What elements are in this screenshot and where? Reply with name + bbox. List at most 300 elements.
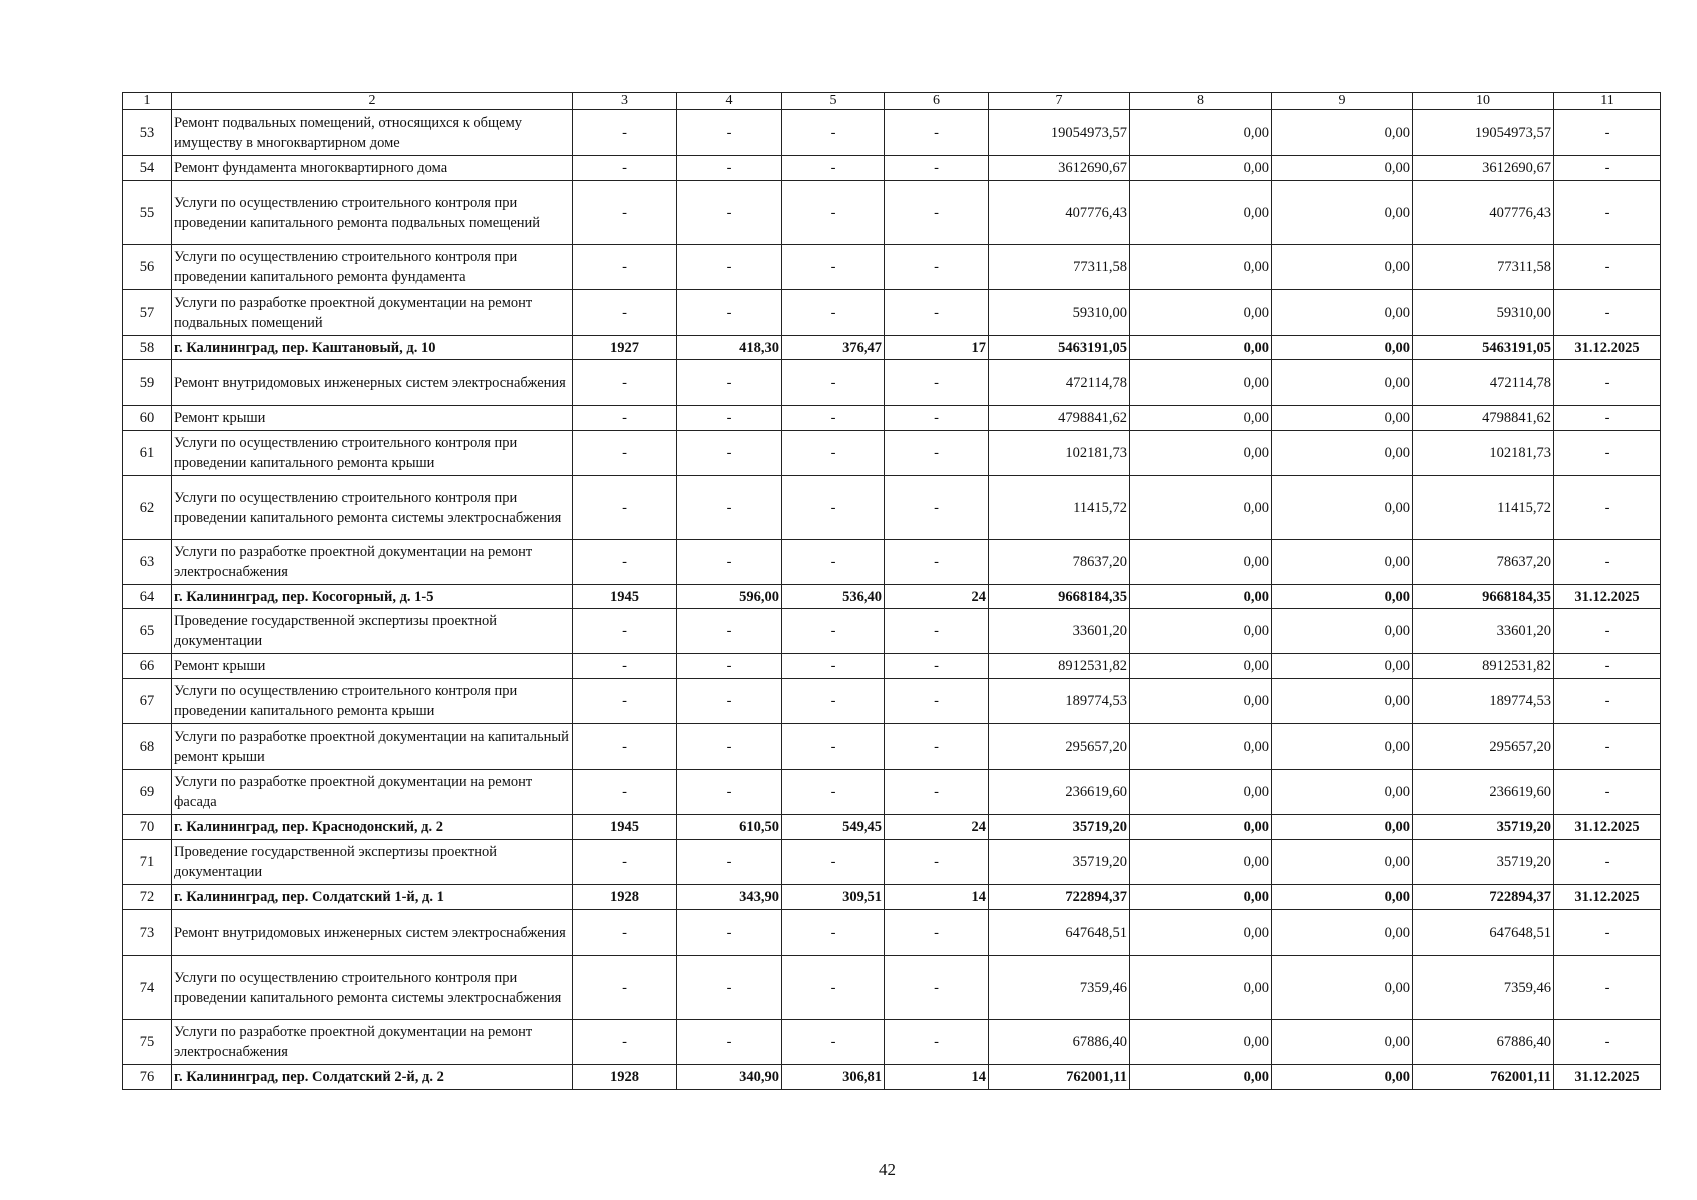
row-col-6: - (885, 679, 989, 724)
row-description: Ремонт крыши (172, 406, 573, 431)
row-col-3: - (573, 110, 677, 156)
row-col-10: 102181,73 (1413, 431, 1554, 476)
row-number: 73 (123, 910, 172, 956)
row-col-4: - (677, 431, 782, 476)
row-col-8: 0,00 (1130, 815, 1272, 840)
table-row (123, 1020, 1661, 1065)
row-col-9: 0,00 (1272, 956, 1413, 1020)
row-description: Услуги по разработке проектной документации на ремонт электроснабжения (172, 1020, 573, 1065)
row-description: Проведение государственной экспертизы проектной документации (172, 609, 573, 654)
row-col-8: 0,00 (1130, 156, 1272, 181)
table-row (123, 336, 1661, 360)
row-col-4: - (677, 956, 782, 1020)
row-col-4: - (677, 156, 782, 181)
row-description: Ремонт фундамента многоквартирного дома (172, 156, 573, 181)
capital-repair-table (122, 92, 1661, 1090)
row-col-8: 0,00 (1130, 406, 1272, 431)
row-description: Услуги по осуществлению строительного контроля при проведении капитального ремонта системы электроснабжения (172, 956, 573, 1020)
row-col-7: 78637,20 (989, 540, 1130, 585)
row-col-3: 1928 (573, 885, 677, 910)
row-col-10: 407776,43 (1413, 181, 1554, 245)
row-col-10: 762001,11 (1413, 1065, 1554, 1090)
row-number: 71 (123, 840, 172, 885)
row-col-5: 306,81 (782, 1065, 885, 1090)
row-col-4: 418,30 (677, 336, 782, 360)
row-col-4: 596,00 (677, 585, 782, 609)
row-col-10: 3612690,67 (1413, 156, 1554, 181)
row-col-9: 0,00 (1272, 406, 1413, 431)
row-number: 59 (123, 360, 172, 406)
row-col-5: 536,40 (782, 585, 885, 609)
row-col-3: 1927 (573, 336, 677, 360)
row-col-3: - (573, 156, 677, 181)
table-row (123, 654, 1661, 679)
row-col-7: 295657,20 (989, 724, 1130, 770)
header-cell: 3 (573, 93, 677, 110)
row-col-4: - (677, 360, 782, 406)
header-cell: 1 (123, 93, 172, 110)
header-cell: 6 (885, 93, 989, 110)
row-col-7: 472114,78 (989, 360, 1130, 406)
row-col-10: 8912531,82 (1413, 654, 1554, 679)
row-col-11: - (1554, 181, 1661, 245)
row-col-6: - (885, 956, 989, 1020)
row-col-10: 189774,53 (1413, 679, 1554, 724)
row-col-8: 0,00 (1130, 110, 1272, 156)
row-col-10: 7359,46 (1413, 956, 1554, 1020)
row-col-8: 0,00 (1130, 1065, 1272, 1090)
table-row (123, 540, 1661, 585)
row-col-3: - (573, 840, 677, 885)
row-col-9: 0,00 (1272, 885, 1413, 910)
row-number: 74 (123, 956, 172, 1020)
row-col-3: - (573, 360, 677, 406)
row-col-11: - (1554, 245, 1661, 290)
row-description: г. Калининград, пер. Краснодонский, д. 2 (172, 815, 573, 840)
row-col-9: 0,00 (1272, 654, 1413, 679)
row-col-9: 0,00 (1272, 910, 1413, 956)
row-col-5: - (782, 360, 885, 406)
table-row (123, 181, 1661, 245)
row-col-10: 722894,37 (1413, 885, 1554, 910)
row-col-11: - (1554, 540, 1661, 585)
row-col-5: - (782, 406, 885, 431)
row-col-5: - (782, 609, 885, 654)
row-col-6: - (885, 609, 989, 654)
table-body (123, 93, 1661, 1090)
row-col-9: 0,00 (1272, 290, 1413, 336)
row-description: г. Калининград, пер. Солдатский 1-й, д. 1 (172, 885, 573, 910)
header-cell: 8 (1130, 93, 1272, 110)
header-cell: 7 (989, 93, 1130, 110)
row-col-8: 0,00 (1130, 770, 1272, 815)
row-col-11: - (1554, 156, 1661, 181)
row-col-6: - (885, 540, 989, 585)
row-description: Ремонт внутридомовых инженерных систем электроснабжения (172, 360, 573, 406)
row-description: Услуги по осуществлению строительного контроля при проведении капитального ремонта подвальных помещений (172, 181, 573, 245)
row-number: 67 (123, 679, 172, 724)
row-col-10: 35719,20 (1413, 840, 1554, 885)
row-col-11: - (1554, 290, 1661, 336)
row-col-4: 343,90 (677, 885, 782, 910)
row-col-6: - (885, 181, 989, 245)
row-col-6: - (885, 360, 989, 406)
row-col-10: 472114,78 (1413, 360, 1554, 406)
row-col-5: - (782, 956, 885, 1020)
row-col-8: 0,00 (1130, 290, 1272, 336)
row-col-8: 0,00 (1130, 885, 1272, 910)
row-col-11: - (1554, 406, 1661, 431)
table-row (123, 815, 1661, 840)
row-col-9: 0,00 (1272, 585, 1413, 609)
row-col-4: 610,50 (677, 815, 782, 840)
table-row (123, 585, 1661, 609)
row-col-10: 647648,51 (1413, 910, 1554, 956)
row-col-3: - (573, 956, 677, 1020)
row-col-3: - (573, 679, 677, 724)
row-description: Услуги по разработке проектной документации на капитальный ремонт крыши (172, 724, 573, 770)
row-col-7: 35719,20 (989, 840, 1130, 885)
row-number: 63 (123, 540, 172, 585)
row-description: Ремонт подвальных помещений, относящихся к общему имуществу в многоквартирном доме (172, 110, 573, 156)
row-col-5: - (782, 156, 885, 181)
row-col-5: - (782, 245, 885, 290)
row-col-9: 0,00 (1272, 609, 1413, 654)
table-row (123, 406, 1661, 431)
row-description: Услуги по разработке проектной документации на ремонт фасада (172, 770, 573, 815)
row-col-3: - (573, 245, 677, 290)
row-col-10: 4798841,62 (1413, 406, 1554, 431)
row-col-5: - (782, 1020, 885, 1065)
table-row (123, 885, 1661, 910)
row-col-3: 1945 (573, 815, 677, 840)
row-col-5: - (782, 110, 885, 156)
row-col-4: - (677, 245, 782, 290)
row-col-7: 9668184,35 (989, 585, 1130, 609)
row-col-7: 189774,53 (989, 679, 1130, 724)
row-col-5: - (782, 290, 885, 336)
row-number: 56 (123, 245, 172, 290)
row-col-4: - (677, 770, 782, 815)
row-col-3: - (573, 540, 677, 585)
row-col-9: 0,00 (1272, 679, 1413, 724)
table-row (123, 245, 1661, 290)
row-col-10: 59310,00 (1413, 290, 1554, 336)
row-col-6: - (885, 406, 989, 431)
table-row (123, 290, 1661, 336)
row-col-4: - (677, 181, 782, 245)
row-col-10: 77311,58 (1413, 245, 1554, 290)
table-row (123, 724, 1661, 770)
table-row (123, 1065, 1661, 1090)
row-col-4: 340,90 (677, 1065, 782, 1090)
row-col-5: - (782, 431, 885, 476)
row-col-9: 0,00 (1272, 431, 1413, 476)
row-col-8: 0,00 (1130, 476, 1272, 540)
row-col-4: - (677, 910, 782, 956)
row-col-8: 0,00 (1130, 840, 1272, 885)
row-col-6: 17 (885, 336, 989, 360)
row-col-7: 35719,20 (989, 815, 1130, 840)
row-col-3: - (573, 609, 677, 654)
row-number: 66 (123, 654, 172, 679)
row-col-11: - (1554, 724, 1661, 770)
row-col-11: 31.12.2025 (1554, 585, 1661, 609)
row-col-9: 0,00 (1272, 724, 1413, 770)
row-col-6: - (885, 724, 989, 770)
header-cell: 4 (677, 93, 782, 110)
header-cell: 10 (1413, 93, 1554, 110)
row-col-6: - (885, 245, 989, 290)
row-col-9: 0,00 (1272, 156, 1413, 181)
row-col-7: 11415,72 (989, 476, 1130, 540)
row-col-3: - (573, 406, 677, 431)
row-description: Услуги по осуществлению строительного контроля при проведении капитального ремонта крыши (172, 679, 573, 724)
row-col-9: 0,00 (1272, 360, 1413, 406)
row-col-9: 0,00 (1272, 840, 1413, 885)
row-description: г. Калининград, пер. Солдатский 2-й, д. 2 (172, 1065, 573, 1090)
row-col-6: - (885, 770, 989, 815)
row-col-9: 0,00 (1272, 1020, 1413, 1065)
row-col-11: - (1554, 654, 1661, 679)
row-col-6: - (885, 654, 989, 679)
row-col-4: - (677, 724, 782, 770)
row-col-4: - (677, 290, 782, 336)
table-row (123, 840, 1661, 885)
row-col-9: 0,00 (1272, 110, 1413, 156)
row-number: 65 (123, 609, 172, 654)
document-table-wrapper (122, 92, 1660, 1090)
row-col-7: 236619,60 (989, 770, 1130, 815)
row-col-8: 0,00 (1130, 679, 1272, 724)
row-number: 69 (123, 770, 172, 815)
row-col-10: 78637,20 (1413, 540, 1554, 585)
row-col-6: 14 (885, 1065, 989, 1090)
row-col-3: - (573, 910, 677, 956)
row-col-7: 59310,00 (989, 290, 1130, 336)
row-col-11: - (1554, 609, 1661, 654)
row-col-11: 31.12.2025 (1554, 1065, 1661, 1090)
row-col-3: - (573, 770, 677, 815)
row-description: Ремонт внутридомовых инженерных систем электроснабжения (172, 910, 573, 956)
row-col-7: 33601,20 (989, 609, 1130, 654)
row-col-11: 31.12.2025 (1554, 815, 1661, 840)
row-col-5: - (782, 476, 885, 540)
table-row (123, 476, 1661, 540)
row-col-10: 19054973,57 (1413, 110, 1554, 156)
row-col-8: 0,00 (1130, 1020, 1272, 1065)
row-col-10: 295657,20 (1413, 724, 1554, 770)
row-number: 75 (123, 1020, 172, 1065)
row-col-4: - (677, 110, 782, 156)
row-col-7: 8912531,82 (989, 654, 1130, 679)
row-col-11: - (1554, 1020, 1661, 1065)
table-row (123, 110, 1661, 156)
row-description: Услуги по осуществлению строительного контроля при проведении капитального ремонта крыши (172, 431, 573, 476)
row-col-4: - (677, 679, 782, 724)
row-col-11: 31.12.2025 (1554, 885, 1661, 910)
row-number: 54 (123, 156, 172, 181)
row-number: 62 (123, 476, 172, 540)
row-col-3: - (573, 476, 677, 540)
table-row (123, 156, 1661, 181)
row-col-7: 19054973,57 (989, 110, 1130, 156)
row-description: Ремонт крыши (172, 654, 573, 679)
row-col-7: 5463191,05 (989, 336, 1130, 360)
table-row (123, 609, 1661, 654)
table-row (123, 770, 1661, 815)
row-col-11: - (1554, 360, 1661, 406)
row-col-10: 236619,60 (1413, 770, 1554, 815)
header-cell: 5 (782, 93, 885, 110)
row-col-5: - (782, 770, 885, 815)
row-number: 70 (123, 815, 172, 840)
row-col-6: 24 (885, 815, 989, 840)
row-col-9: 0,00 (1272, 181, 1413, 245)
row-number: 76 (123, 1065, 172, 1090)
row-col-7: 647648,51 (989, 910, 1130, 956)
row-col-10: 33601,20 (1413, 609, 1554, 654)
table-row (123, 910, 1661, 956)
row-col-10: 5463191,05 (1413, 336, 1554, 360)
table-row (123, 679, 1661, 724)
row-description: г. Калининград, пер. Каштановый, д. 10 (172, 336, 573, 360)
header-cell: 9 (1272, 93, 1413, 110)
row-number: 72 (123, 885, 172, 910)
row-col-3: - (573, 290, 677, 336)
row-col-11: - (1554, 476, 1661, 540)
row-col-5: - (782, 910, 885, 956)
row-col-5: - (782, 679, 885, 724)
row-col-6: 14 (885, 885, 989, 910)
row-col-9: 0,00 (1272, 770, 1413, 815)
row-col-4: - (677, 1020, 782, 1065)
row-number: 53 (123, 110, 172, 156)
row-number: 61 (123, 431, 172, 476)
row-col-11: - (1554, 110, 1661, 156)
row-col-9: 0,00 (1272, 245, 1413, 290)
row-col-6: - (885, 476, 989, 540)
row-col-7: 762001,11 (989, 1065, 1130, 1090)
table-row (123, 431, 1661, 476)
row-col-6: - (885, 1020, 989, 1065)
row-col-4: - (677, 540, 782, 585)
row-col-9: 0,00 (1272, 540, 1413, 585)
row-col-7: 4798841,62 (989, 406, 1130, 431)
row-col-6: - (885, 290, 989, 336)
row-number: 58 (123, 336, 172, 360)
row-col-8: 0,00 (1130, 609, 1272, 654)
row-col-5: - (782, 540, 885, 585)
row-col-7: 3612690,67 (989, 156, 1130, 181)
row-col-3: - (573, 724, 677, 770)
row-col-11: - (1554, 840, 1661, 885)
row-col-6: 24 (885, 585, 989, 609)
row-number: 60 (123, 406, 172, 431)
row-col-8: 0,00 (1130, 910, 1272, 956)
row-number: 55 (123, 181, 172, 245)
row-col-9: 0,00 (1272, 1065, 1413, 1090)
row-col-5: 309,51 (782, 885, 885, 910)
row-number: 57 (123, 290, 172, 336)
table-header-row (123, 93, 1661, 110)
row-col-11: - (1554, 679, 1661, 724)
row-col-11: - (1554, 910, 1661, 956)
row-col-4: - (677, 654, 782, 679)
row-col-5: 376,47 (782, 336, 885, 360)
row-col-8: 0,00 (1130, 956, 1272, 1020)
table-row (123, 956, 1661, 1020)
row-col-7: 407776,43 (989, 181, 1130, 245)
row-col-4: - (677, 406, 782, 431)
row-col-8: 0,00 (1130, 654, 1272, 679)
row-col-7: 77311,58 (989, 245, 1130, 290)
row-col-7: 102181,73 (989, 431, 1130, 476)
row-col-11: - (1554, 770, 1661, 815)
row-description: Услуги по осуществлению строительного контроля при проведении капитального ремонта системы электроснабжения (172, 476, 573, 540)
row-col-3: - (573, 1020, 677, 1065)
row-col-6: - (885, 110, 989, 156)
row-col-9: 0,00 (1272, 476, 1413, 540)
row-description: Услуги по разработке проектной документации на ремонт электроснабжения (172, 540, 573, 585)
row-col-5: - (782, 654, 885, 679)
row-col-8: 0,00 (1130, 724, 1272, 770)
row-col-4: - (677, 840, 782, 885)
header-cell: 2 (172, 93, 573, 110)
row-col-9: 0,00 (1272, 336, 1413, 360)
row-col-10: 67886,40 (1413, 1020, 1554, 1065)
row-description: г. Калининград, пер. Косогорный, д. 1-5 (172, 585, 573, 609)
row-col-10: 11415,72 (1413, 476, 1554, 540)
row-col-9: 0,00 (1272, 815, 1413, 840)
row-col-4: - (677, 476, 782, 540)
row-col-3: - (573, 431, 677, 476)
page-number: 42 (879, 1160, 896, 1179)
table-row (123, 360, 1661, 406)
row-col-10: 35719,20 (1413, 815, 1554, 840)
row-col-8: 0,00 (1130, 245, 1272, 290)
row-col-8: 0,00 (1130, 431, 1272, 476)
row-description: Услуги по осуществлению строительного контроля при проведении капитального ремонта фундамента (172, 245, 573, 290)
row-col-8: 0,00 (1130, 540, 1272, 585)
row-number: 64 (123, 585, 172, 609)
row-col-6: - (885, 910, 989, 956)
row-col-3: - (573, 654, 677, 679)
row-col-8: 0,00 (1130, 585, 1272, 609)
row-col-4: - (677, 609, 782, 654)
row-col-3: - (573, 181, 677, 245)
row-col-11: - (1554, 956, 1661, 1020)
row-col-7: 67886,40 (989, 1020, 1130, 1065)
row-col-6: - (885, 156, 989, 181)
row-description: Проведение государственной экспертизы проектной документации (172, 840, 573, 885)
row-col-3: 1945 (573, 585, 677, 609)
row-col-11: - (1554, 431, 1661, 476)
row-col-8: 0,00 (1130, 360, 1272, 406)
row-col-10: 9668184,35 (1413, 585, 1554, 609)
row-col-8: 0,00 (1130, 336, 1272, 360)
row-description: Услуги по разработке проектной документации на ремонт подвальных помещений (172, 290, 573, 336)
row-col-3: 1928 (573, 1065, 677, 1090)
row-col-7: 722894,37 (989, 885, 1130, 910)
row-col-6: - (885, 840, 989, 885)
header-cell: 11 (1554, 93, 1661, 110)
row-col-7: 7359,46 (989, 956, 1130, 1020)
row-col-8: 0,00 (1130, 181, 1272, 245)
row-number: 68 (123, 724, 172, 770)
row-col-6: - (885, 431, 989, 476)
row-col-5: - (782, 181, 885, 245)
